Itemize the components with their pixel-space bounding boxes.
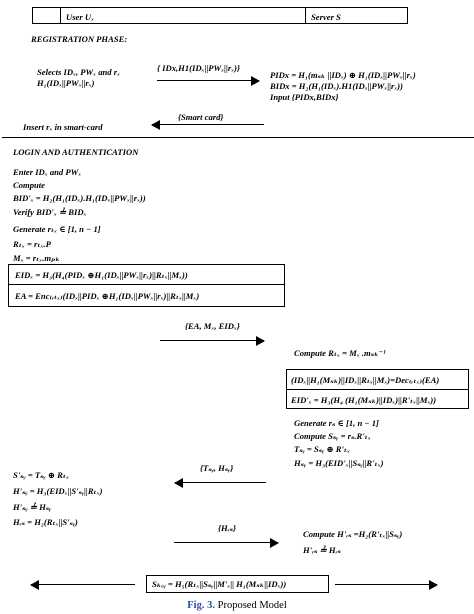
session-arrow-right xyxy=(335,580,437,590)
reg-user-select: Selects IDₓ, PWₓ and rₓ xyxy=(37,67,121,77)
user-box-eid: EIDₓ = H₃(H₄(PIDₓ ⊕H₁(IDₓ||PWₓ||rₓ)||Rₜₓ||Mₓ)) xyxy=(15,270,188,280)
server-label: Server S xyxy=(311,12,341,22)
auth-arrow-3 xyxy=(174,538,278,548)
user-verify-h: H'ₛᵧ ≟ Hₛᵧ xyxy=(13,502,52,512)
reg-message-1: { IDx,H1(IDₓ||PWₓ||rₓ)} xyxy=(157,63,240,73)
section-divider xyxy=(2,137,474,138)
reg-server-input: Input {PIDx,BIDx} xyxy=(270,92,339,102)
server-compute-box-divider xyxy=(286,389,469,390)
login-step-bid: BID'ₓ = H₂(H₁(IDₓ).H₁(IDₓ||PWₓ||rₓ)) xyxy=(13,193,146,203)
auth-arrow-1 xyxy=(160,336,264,346)
user-box-ea: EA = Enc₍ᵣₜₓ₎(IDₓ||PIDₓ ⊕H₁(IDₓ||PWₓ||rₓ)||Rₜₓ||Mₓ) xyxy=(15,291,200,301)
login-step-verify: Verify BID'ₓ ≟ BIDₓ xyxy=(13,207,87,217)
login-step-generate: Generate rₜₓ ∈ [1, n − 1] xyxy=(13,224,101,234)
login-step-enter: Enter IDₓ and PWₓ xyxy=(13,167,82,177)
reg-arrow-to-server xyxy=(157,76,259,86)
login-step-compute: Compute xyxy=(13,180,45,190)
reg-server-pid: PIDx = H₁(mₛₖ ||IDₓ) ⊕ H₁(IDₓ||PWₓ||rₓ) xyxy=(270,70,416,80)
reg-user-hash: H₁(IDₓ||PWₓ||rₓ) xyxy=(37,78,95,88)
user-compute-box-divider xyxy=(8,284,285,285)
header-divider-right xyxy=(305,7,306,24)
figure-number: Fig. 3. xyxy=(187,600,215,611)
user-h-prime: H'ₛᵧ = H₃(EIDₓ||S'ₛᵧ||Rₜₓ) xyxy=(13,486,103,496)
login-step-mx: Mₓ = rₜₓ.mₚₖ xyxy=(13,253,60,263)
login-step-rtx: Rₜₓ = rₜₓ.P xyxy=(13,239,51,249)
auth-message-2: {Tₛᵧ, Hₛᵧ} xyxy=(200,463,234,473)
login-title: LOGIN AND AUTHENTICATION xyxy=(13,147,139,157)
session-arrow-left xyxy=(31,580,135,590)
reg-user-insert: Insert rₓ in smart-card xyxy=(23,122,103,132)
figure-caption xyxy=(0,600,474,611)
user-h-rs: Hᵣₛ = H₂(Rₜₓ||S'ₛᵧ) xyxy=(13,517,78,527)
server-compute-hrs: Compute H'ᵣₛ =H₂(R'ₜₓ||Sₛᵧ) xyxy=(303,529,403,539)
session-key: Sₖₑᵧ = H₅(Rₜₓ||Sₛᵧ||M'ₓ|| H₁(Mₛₖ||IDₓ)) xyxy=(152,579,287,589)
auth-arrow-2 xyxy=(175,478,266,488)
figure-title: Proposed Model xyxy=(217,600,287,611)
server-verify-hrs: H'ᵣₛ ≟ Hᵣₛ xyxy=(303,545,341,555)
server-compute-rtx: Compute Rₜₓ = Mₓ .mₛₖ⁻¹ xyxy=(294,348,386,358)
user-s-prime: S'ₛᵧ = Tₛᵧ ⊕ Rₜₓ xyxy=(13,470,70,480)
server-box-dec: (IDₓ||H₁(Mₛₖ)||IDₓ||Rₜₓ||Mₓ)=Dec₍ᵣₜₓ₎(EA) xyxy=(291,375,440,385)
user-label: User Uₓ xyxy=(66,12,94,22)
header-divider-left xyxy=(60,7,61,24)
server-t: Tₛᵧ = Sₛᵧ ⊕ R'ₜₓ xyxy=(294,444,351,454)
registration-title: REGISTRATION PHASE: xyxy=(31,34,128,44)
server-compute-s: Compute Sₛᵧ = rₛ.R'ₜₓ xyxy=(294,431,371,441)
auth-message-1: {EA, Mₓ, EIDₓ} xyxy=(185,321,240,331)
server-h: Hₛᵧ = H₃(EID'ₓ||Sₛᵧ||R'ₜₓ) xyxy=(294,458,384,468)
auth-message-3: {Hᵣₛ} xyxy=(218,523,236,533)
reg-arrow-to-user xyxy=(152,120,264,130)
server-generate: Generate rₛ ∈ [1, n − 1] xyxy=(294,418,379,428)
reg-server-bid: BIDx = H₂(H₁(IDₓ).H1(IDₓ||PWₓ||rₓ)) xyxy=(270,81,404,91)
reg-message-2: {Smart card} xyxy=(178,112,224,122)
server-box-eid: EID'ₓ = H₃(H₄ (H₁(Mₛₖ)||IDₓ)||R'ₜₓ||Mₓ)) xyxy=(291,395,437,405)
